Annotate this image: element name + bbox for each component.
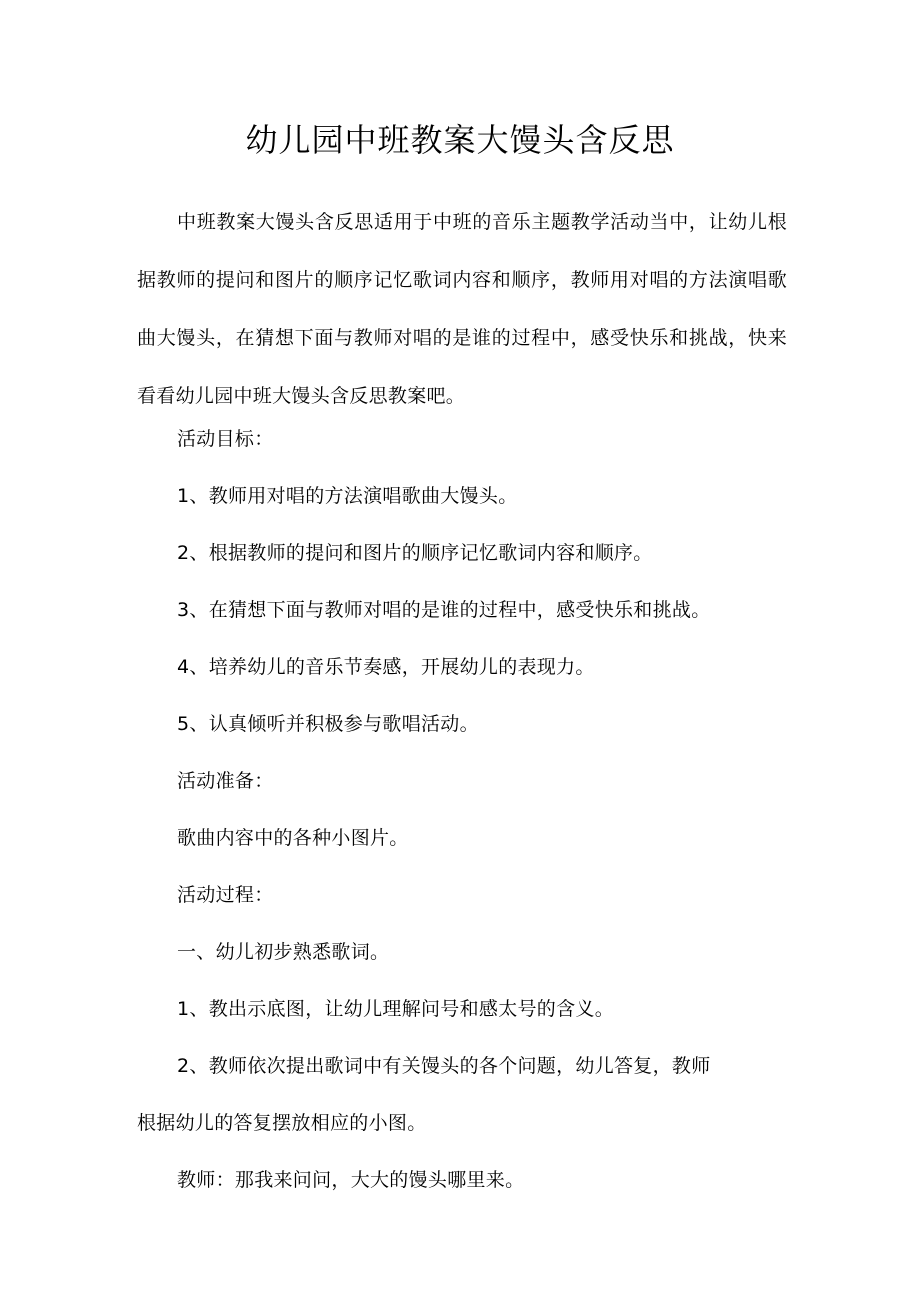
document-title: 幼儿园中班教案大馒头含反思 bbox=[245, 121, 675, 159]
goals-heading: 活动目标： bbox=[177, 428, 274, 450]
step-one-heading: 一、幼儿初步熟悉歌词。 bbox=[177, 941, 390, 963]
prep-heading: 活动准备： bbox=[177, 770, 274, 792]
intro-paragraph: 中班教案大馒头含反思适用于中班的音乐主题教学活动当中，让幼儿根据教师的提问和图片的顺序记忆歌词内容和顺序，教师用对唱的方法演唱歌曲大馒头，在猜想下面与教师对唱的是谁的过程中，感受快乐和挑战，快来看看幼儿园中班大馒头含反思教案吧。 bbox=[137, 211, 787, 407]
goal-item-2: 2、根据教师的提问和图片的顺序记忆歌词内容和顺序。 bbox=[177, 542, 653, 564]
step-one-item-2-continued: 根据幼儿的答复摆放相应的小图。 bbox=[137, 1112, 427, 1134]
step-one-item-2: 2、教师依次提出歌词中有关馒头的各个问题，幼儿答复，教师 bbox=[177, 1055, 711, 1077]
goal-item-1: 1、教师用对唱的方法演唱歌曲大馒头。 bbox=[177, 485, 518, 507]
prep-text: 歌曲内容中的各种小图片。 bbox=[177, 827, 409, 849]
goal-item-3: 3、在猜想下面与教师对唱的是谁的过程中，感受快乐和挑战。 bbox=[177, 599, 711, 621]
goal-item-4: 4、培养幼儿的音乐节奏感，开展幼儿的表现力。 bbox=[177, 656, 595, 678]
process-heading: 活动过程： bbox=[177, 884, 274, 906]
step-one-item-1: 1、教出示底图，让幼儿理解问号和感太号的含义。 bbox=[177, 998, 614, 1020]
teacher-dialogue-line: 教师：那我来问问，大大的馒头哪里来。 bbox=[177, 1169, 525, 1191]
goal-item-5: 5、认真倾听并积极参与歌唱活动。 bbox=[177, 713, 479, 735]
